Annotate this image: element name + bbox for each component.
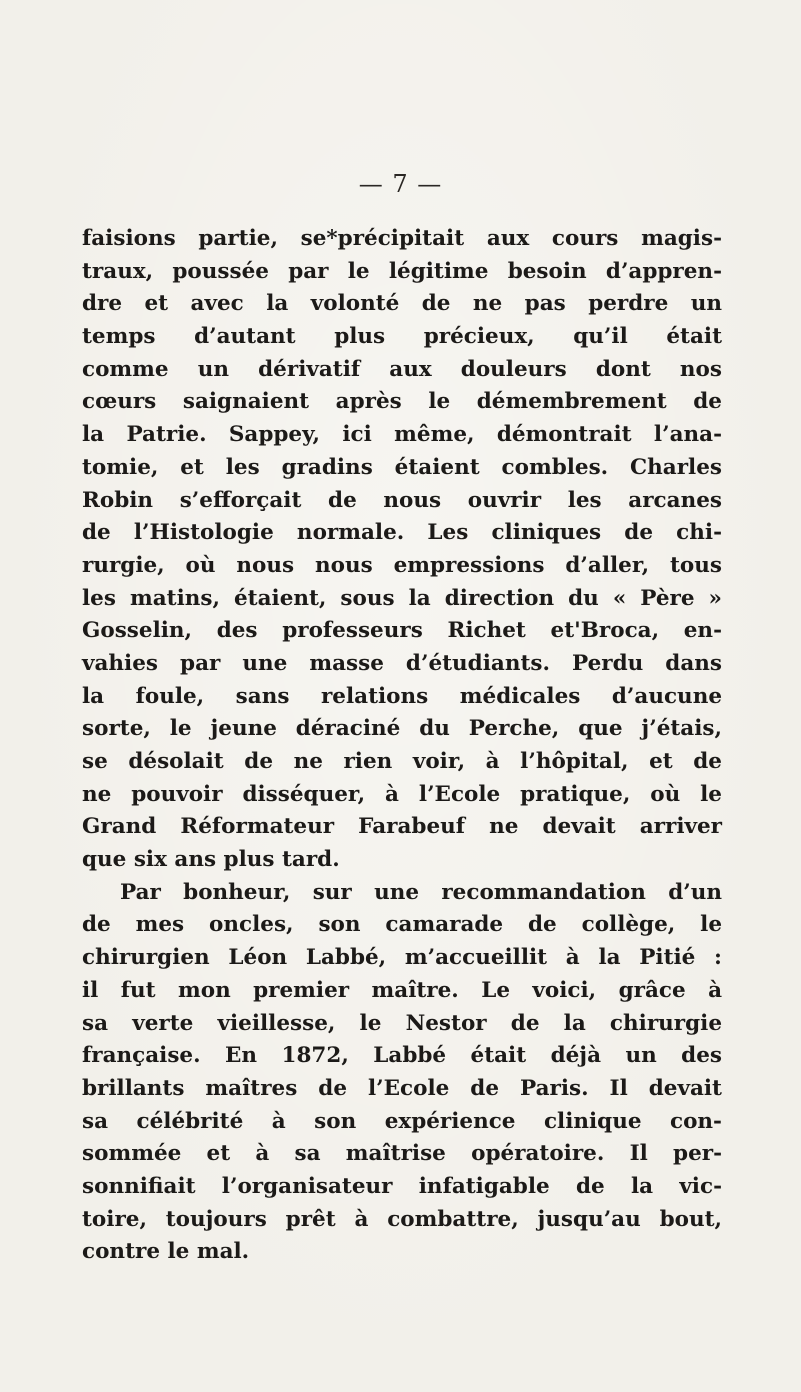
text-line: sa verte vieillesse, le Nestor de la chirurgie xyxy=(82,1010,722,1036)
body-text xyxy=(82,223,722,1269)
text-line: se désolait de ne rien voir, à l’hôpital, et de xyxy=(82,749,722,774)
text-line: française. En 1872, Labbé était déjà un des xyxy=(82,1043,722,1069)
text-line: contre le mal. xyxy=(82,1239,250,1265)
text-line: Gosselin, des professeurs Richet et'Broca, en- xyxy=(82,618,722,644)
text-line: Grand Réformateur Farabeuf ne devait arriver xyxy=(82,814,722,840)
text-line: sommée et à sa maîtrise opératoire. Il per- xyxy=(82,1141,722,1167)
text-line: sonnifiait l’organisateur infatigable de la vic- xyxy=(82,1173,722,1199)
text-line: rurgie, où nous nous empressions d’aller, tous xyxy=(82,552,722,578)
text-line: que six ans plus tard. xyxy=(82,847,340,873)
paragraph-start-line: Par bonheur, sur une recommandation d’un xyxy=(120,879,722,905)
text-line: la Patrie. Sappey, ici même, démontrait l’ana- xyxy=(82,422,722,448)
text-line: temps d’autant plus précieux, qu’il était xyxy=(82,324,722,350)
text-line: de mes oncles, son camarade de collège, le xyxy=(82,912,722,938)
text-line: faisions partie, se*précipitait aux cours magis- xyxy=(82,226,722,251)
text-line: toire, toujours prêt à combattre, jusqu’au bout, xyxy=(82,1206,722,1232)
text-line: sorte, le jeune déraciné du Perche, que j’étais, xyxy=(82,716,722,742)
text-line: brillants maîtres de l’Ecole de Paris. Il devait xyxy=(82,1075,722,1101)
text-line: la foule, sans relations médicales d’aucune xyxy=(82,683,722,709)
text-line: traux, poussée par le légitime besoin d’appren- xyxy=(82,258,722,284)
text-line: sa célébrité à son expérience clinique con- xyxy=(82,1108,722,1134)
text-line: les matins, étaient, sous la direction du « Père » xyxy=(82,585,722,611)
text-line: cœurs saignaient après le démembrement de xyxy=(82,389,722,415)
text-line: dre et avec la volonté de ne pas perdre un xyxy=(82,291,722,317)
text-line: ne pouvoir disséquer, à l’Ecole pratique, où le xyxy=(82,781,722,807)
text-line: il fut mon premier maître. Le voici, grâce à xyxy=(82,977,722,1003)
text-line: comme un dérivatif aux douleurs dont nos xyxy=(82,356,722,382)
text-line: de l’Histologie normale. Les cliniques de chi- xyxy=(82,520,722,546)
text-line: chirurgien Léon Labbé, m’accueillit à la Pitié : xyxy=(82,945,722,971)
text-line: tomie, et les gradins étaient combles. Charles xyxy=(82,454,722,480)
page-number: — 7 — xyxy=(358,170,443,198)
text-line: vahies par une masse d’étudiants. Perdu dans xyxy=(82,650,722,676)
text-line: Robin s’efforçait de nous ouvrir les arcanes xyxy=(82,487,722,513)
